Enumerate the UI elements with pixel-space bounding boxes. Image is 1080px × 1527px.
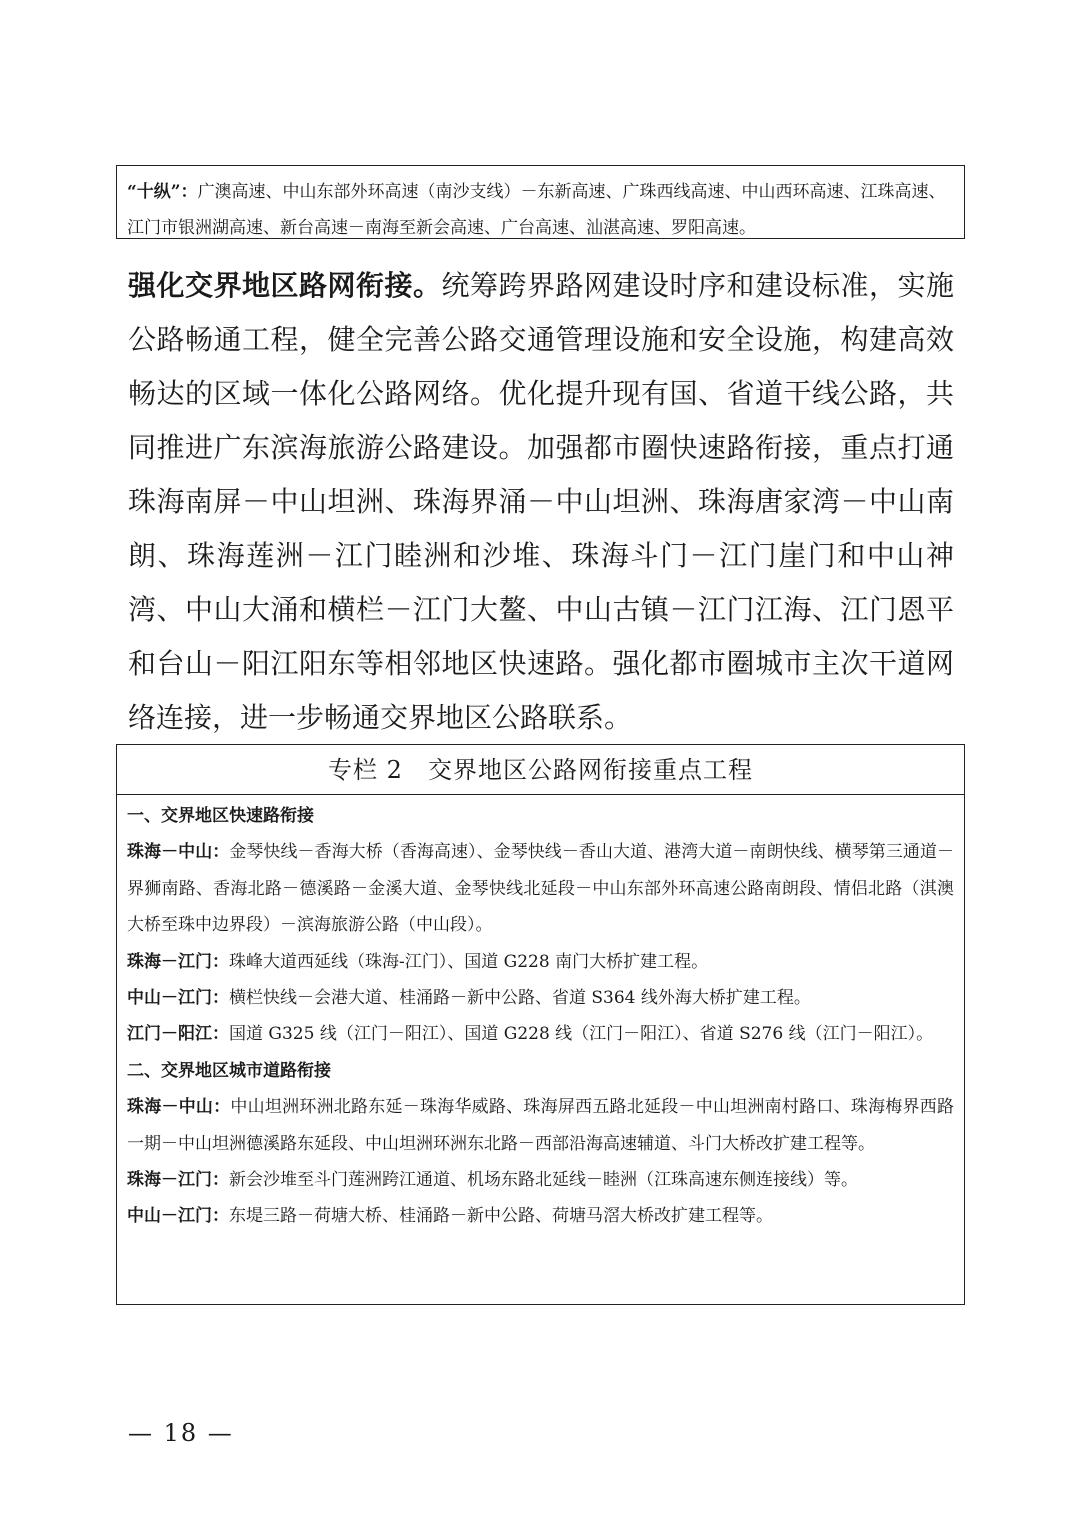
item-label: 珠海－江门：: [127, 1170, 229, 1191]
item-text: 金琴快线－香海大桥（香海高速）、金琴快线－香山大道、港湾大道－南朗快线、横琴第三通道－界狮南路、香海北路－德溪路－金溪大道、金琴快线北延段－中山东部外环高速公路南朗段、情侣北路（淇澳大桥至珠中边界段）－滨海旅游公路（中山段）。: [127, 842, 954, 936]
list-item: [127, 944, 954, 980]
ten-vertical-routes-box: [116, 165, 965, 239]
item-text: 中山坦洲环洲北路东延－珠海华威路、珠海屏西五路北延段－中山坦洲南村路口、珠海梅界西路一期－中山坦洲德溪路东延段、中山坦洲环洲东北路－西部沿海高速辅道、斗门大桥改扩建工程等。: [127, 1097, 955, 1154]
list-item: [127, 1089, 954, 1162]
list-item: [127, 1162, 954, 1198]
item-text: 横栏快线－会港大道、桂涌路－新中公路、省道 S364 线外海大桥扩建工程。: [229, 988, 811, 1009]
item-text: 东堤三路－荷塘大桥、桂涌路－新中公路、荷塘马滘大桥改扩建工程等。: [229, 1206, 773, 1227]
table-title: 专栏 2 交界地区公路网衔接重点工程: [117, 745, 964, 795]
page-number: — 18 —: [128, 1419, 234, 1447]
list-item: [127, 834, 954, 943]
item-text: 国道 G325 线（江门－阳江）、国道 G228 线（江门－阳江）、省道 S276 线（江门－阳江）。: [229, 1024, 934, 1045]
ten-vertical-label: “十纵”：: [127, 182, 198, 202]
project-column-table: [116, 744, 965, 1305]
ten-vertical-text: 广澳高速、中山东部外环高速（南沙支线）－东新高速、广珠西线高速、中山西环高速、江珠高速、江门市银洲湖高速、新台高速－南海至新会高速、广台高速、汕湛高速、罗阳高速。: [127, 182, 946, 238]
item-label: 珠海－中山：: [127, 1097, 231, 1118]
list-item: [127, 1198, 954, 1234]
item-label: 中山－江门：: [127, 988, 229, 1009]
item-label: 珠海－中山：: [127, 842, 230, 863]
paragraph-body: 统筹跨界路网建设时序和建设标准，实施公路畅通工程，健全完善公路交通管理设施和安全设施，构建高效畅达的区域一体化公路网络。优化提升现有国、省道干线公路，共同推进广东滨海旅游公路建设。加强都市圈快速路衔接，重点打通珠海南屏－中山坦洲、珠海界涌－中山坦洲、珠海唐家湾－中山南朗、珠海莲洲－江门睦洲和沙堆、珠海斗门－江门崖门和中山神湾、中山大涌和横栏－江门大鳌、中山古镇－江门江海、江门恩平和台山－阳江阳东等相邻地区快速路。强化都市圈城市主次干道网络连接，进一步畅通交界地区公路联系。: [128, 269, 954, 734]
paragraph-lead: 强化交界地区路网衔接。: [128, 269, 442, 302]
section-heading-expressway: 一、交界地区快速路衔接: [127, 806, 314, 826]
item-label: 珠海－江门：: [127, 951, 229, 972]
table-body: [117, 795, 964, 1235]
list-item: [127, 1016, 954, 1052]
item-label: 中山－江门：: [127, 1206, 229, 1227]
item-text: 新会沙堆至斗门莲洲跨江通道、机场东路北延线－睦洲（江珠高速东侧连接线）等。: [229, 1170, 858, 1191]
body-paragraph: [128, 259, 954, 745]
item-text: 珠峰大道西延线（珠海-江门）、国道 G228 南门大桥扩建工程。: [229, 951, 709, 972]
list-item: [127, 980, 954, 1016]
section-heading-urban-roads: 二、交界地区城市道路衔接: [127, 1060, 331, 1081]
item-label: 江门－阳江：: [127, 1024, 229, 1045]
